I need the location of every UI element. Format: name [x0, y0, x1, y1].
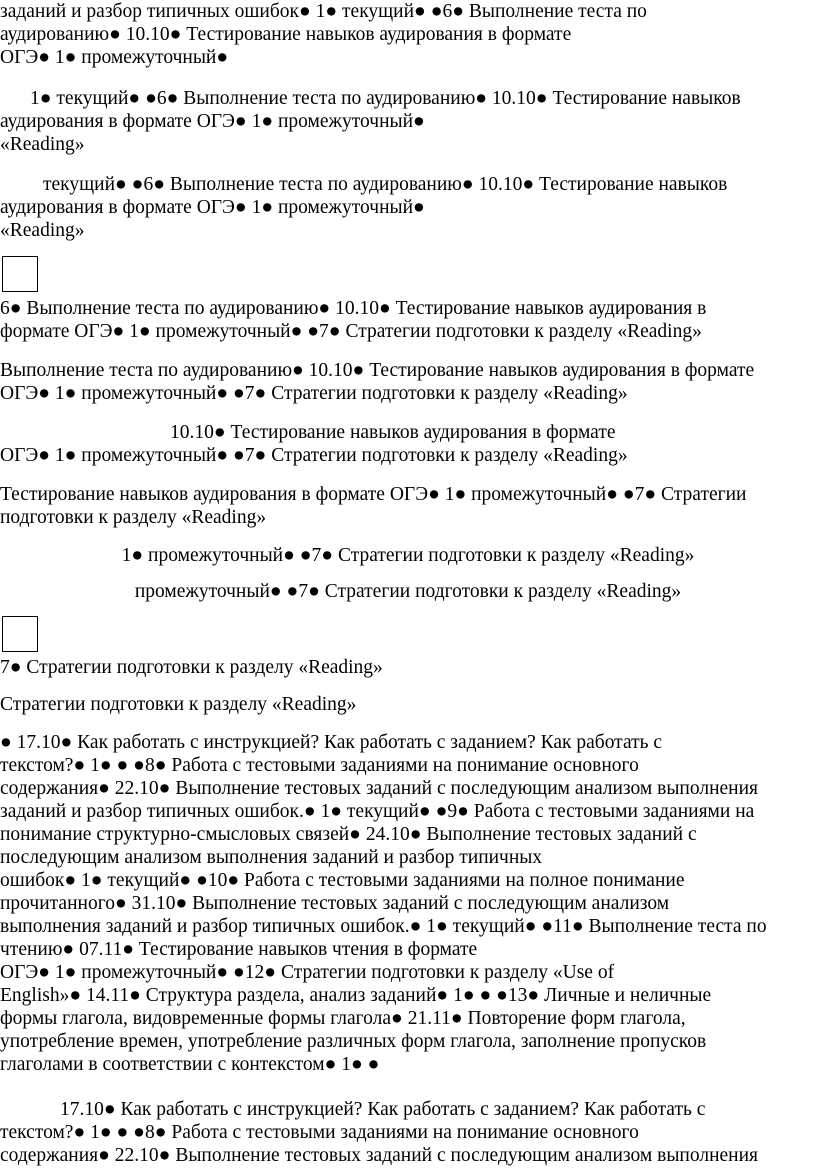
text-line: содержания● 22.10● Выполнение тестовых заданий с последующим анализом выполнения	[0, 778, 759, 799]
text-block-6	[0, 421, 816, 467]
text-line: текстом?● 1● ● ●8● Работа с тестовыми заданиями на понимание основного	[0, 755, 639, 776]
text-line: Стратегии подготовки к разделу «Reading»	[0, 694, 357, 715]
text-line: ОГЭ● 1● промежуточный● ●7● Стратегии подготовки к разделу «Reading»	[0, 445, 628, 466]
text-line: последующим анализом выполнения заданий и разбор типичных	[0, 847, 543, 868]
checkbox-placeholder[interactable]	[2, 616, 38, 652]
text-line: содержания● 22.10● Выполнение тестовых заданий с последующим анализом выполнения	[0, 1145, 759, 1166]
text-line: 10.10● Тестирование навыков аудирования в формате	[170, 422, 616, 443]
text-line: заданий и разбор типичных ошибок● 1● текущий● ●6● Выполнение теста по	[0, 1, 647, 22]
text-block-12	[0, 731, 816, 1076]
text-block-4	[0, 297, 816, 343]
text-line: чтению● 07.11● Тестирование навыков чтения в формате	[0, 939, 478, 960]
text-block-13	[0, 1098, 816, 1167]
text-line: ОГЭ● 1● промежуточный●	[0, 47, 229, 68]
text-line: 1● текущий● ●6● Выполнение теста по аудированию● 10.10● Тестирование навыков	[30, 88, 741, 109]
text-line: аудирования в формате ОГЭ● 1● промежуточный●	[0, 111, 425, 132]
text-line: текущий● ●6● Выполнение теста по аудированию● 10.10● Тестирование навыков	[43, 174, 728, 195]
text-line: понимание структурно-смысловых связей● 24.10● Выполнение тестовых заданий с	[0, 824, 697, 845]
text-line: текстом?● 1● ● ●8● Работа с тестовыми заданиями на понимание основного	[0, 1122, 639, 1143]
text-line: выполнения заданий и разбор типичных ошибок.● 1● текущий● ●11● Выполнение теста по	[0, 916, 767, 937]
text-block-2	[0, 87, 816, 156]
text-block-8	[0, 544, 816, 567]
text-line: формате ОГЭ● 1● промежуточный● ●7● Стратегии подготовки к разделу «Reading»	[0, 321, 702, 342]
text-line: ОГЭ● 1● промежуточный● ●7● Стратегии подготовки к разделу «Reading»	[0, 383, 628, 404]
text-block-9	[0, 580, 816, 603]
text-line: аудирования в формате ОГЭ● 1● промежуточный●	[0, 197, 425, 218]
checkbox-placeholder[interactable]	[2, 256, 38, 292]
text-line: 1● промежуточный● ●7● Стратегии подготовки к разделу «Reading»	[121, 545, 695, 566]
text-block-10	[0, 656, 816, 679]
text-block-11	[0, 693, 816, 716]
text-block-3	[0, 173, 816, 242]
text-line: подготовки к разделу «Reading»	[0, 507, 267, 528]
text-line: English»● 14.11● Структура раздела, анализ заданий● 1● ● ●13● Личные и неличные	[0, 985, 712, 1006]
text-line: «Reading»	[0, 134, 85, 155]
text-block-1	[0, 0, 816, 69]
text-line: 7● Стратегии подготовки к разделу «Reading»	[0, 657, 383, 678]
text-line: 6● Выполнение теста по аудированию● 10.10● Тестирование навыков аудирования в	[0, 298, 707, 319]
text-block-7	[0, 483, 816, 529]
text-line: аудированию● 10.10● Тестирование навыков аудирования в формате	[0, 24, 572, 45]
text-line: ОГЭ● 1● промежуточный● ●12● Стратегии подготовки к разделу «Use of	[0, 962, 615, 983]
text-line: Выполнение теста по аудированию● 10.10● Тестирование навыков аудирования в формате	[0, 360, 755, 381]
text-line: употребление времен, употребление различных форм глагола, заполнение пропусков	[0, 1031, 707, 1052]
text-line: промежуточный● ●7● Стратегии подготовки к разделу «Reading»	[134, 581, 682, 602]
text-line: формы глагола, видовременные формы глагола● 21.11● Повторение форм глагола,	[0, 1008, 686, 1029]
text-line: 17.10● Как работать с инструкцией? Как работать с заданием? Как работать с	[60, 1099, 706, 1120]
text-line: «Reading»	[0, 220, 85, 241]
text-line: заданий и разбор типичных ошибок.● 1● текущий● ●9● Работа с тестовыми заданиями на	[0, 801, 755, 822]
text-line: глаголами в соответствии с контекстом● 1● ●	[0, 1054, 380, 1075]
text-line: ошибок● 1● текущий● ●10● Работа с тестовыми заданиями на полное понимание	[0, 870, 685, 891]
text-block-5	[0, 359, 816, 405]
text-line: Тестирование навыков аудирования в формате ОГЭ● 1● промежуточный● ●7● Стратегии	[0, 484, 747, 505]
text-line: прочитанного● 31.10● Выполнение тестовых заданий с последующим анализом	[0, 893, 670, 914]
text-line: ● 17.10● Как работать с инструкцией? Как работать с заданием? Как работать с	[0, 732, 663, 753]
